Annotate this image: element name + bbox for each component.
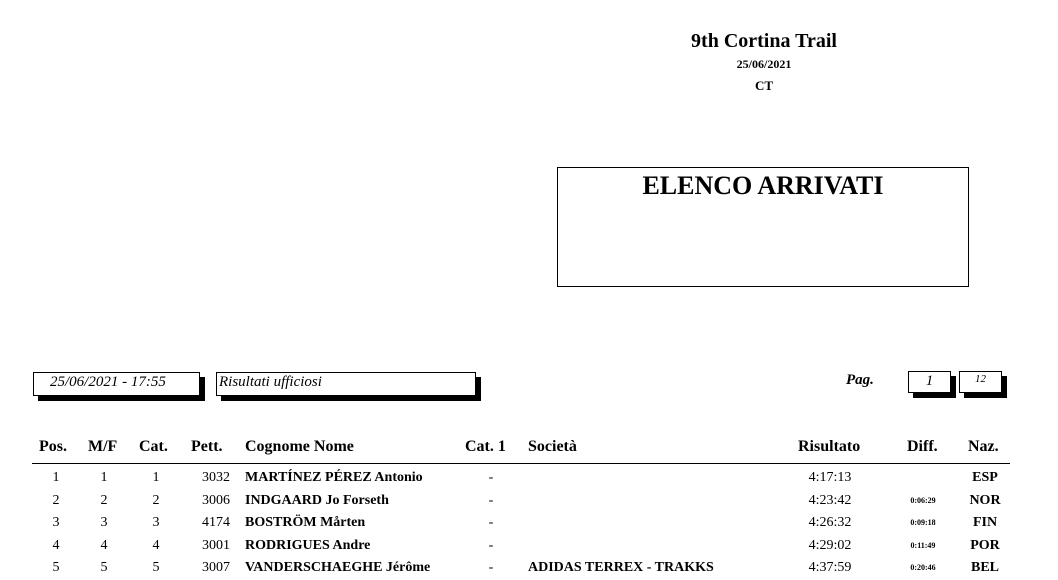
cell-pos: 3 xyxy=(52,515,60,530)
cell-result: 4:26:32 xyxy=(808,515,852,530)
cell-cat: 3 xyxy=(152,515,160,530)
cell-nat: NOR xyxy=(969,492,1001,508)
cell-pos: 1 xyxy=(52,470,60,485)
cell-result: 4:23:42 xyxy=(808,492,852,508)
cell-result: 4:29:02 xyxy=(808,537,852,553)
cell-cat: 1 xyxy=(152,470,160,485)
header-mf: M/F xyxy=(88,438,118,455)
header-name: Cognome Nome xyxy=(245,438,354,455)
header-cat: Cat. xyxy=(139,438,168,455)
cell-pos: 4 xyxy=(52,537,60,553)
cell-bib: 4174 xyxy=(202,515,230,530)
cell-cat: 4 xyxy=(152,537,160,553)
cell-mf: 5 xyxy=(100,560,108,575)
cell-name: BOSTRÖM Mårten xyxy=(245,515,366,530)
cell-nat: FIN xyxy=(972,515,998,530)
header-nat: Naz. xyxy=(968,438,999,455)
cell-diff: 0:09:18 xyxy=(910,518,936,527)
cell-pos: 2 xyxy=(52,492,60,508)
cell-result: 4:37:59 xyxy=(808,560,852,575)
page-label: Pag. xyxy=(846,372,874,388)
cell-cat: 2 xyxy=(152,492,160,508)
cell-mf: 2 xyxy=(100,492,108,508)
cell-cat1: - xyxy=(488,470,494,485)
cell-diff: 0:06:29 xyxy=(910,495,936,505)
cell-cat1: - xyxy=(488,515,494,530)
header-divider xyxy=(32,463,1010,464)
cell-cat1: - xyxy=(488,560,494,575)
event-code: CT xyxy=(754,78,774,93)
cell-nat: ESP xyxy=(972,470,998,485)
cell-club: ADIDAS TERREX - TRAKKS xyxy=(528,560,714,575)
cell-name: VANDERSCHAEGHE Jérôme xyxy=(245,560,431,575)
header-club: Società xyxy=(528,438,577,455)
cell-name: MARTÍNEZ PÉREZ Antonio xyxy=(245,470,423,485)
cell-mf: 4 xyxy=(100,537,108,553)
cell-bib: 3001 xyxy=(202,537,230,553)
cell-nat: POR xyxy=(970,537,1000,553)
cell-diff: 0:11:49 xyxy=(910,540,936,550)
header-bib: Pett. xyxy=(191,438,223,455)
cell-cat: 5 xyxy=(152,560,160,575)
report-title: ELENCO ARRIVATI xyxy=(642,171,884,200)
event-title: 9th Cortina Trail xyxy=(691,30,837,52)
page-total-box: 12 xyxy=(959,371,1002,393)
cell-bib: 3006 xyxy=(202,492,230,508)
header-diff: Diff. xyxy=(907,438,938,455)
cell-cat1: - xyxy=(488,537,494,553)
timestamp-box: 25/06/2021 - 17:55 xyxy=(33,372,200,396)
header-cat1: Cat. 1 xyxy=(465,438,506,455)
page-current-box: 1 xyxy=(908,371,951,393)
cell-cat1: - xyxy=(488,492,494,508)
cell-nat: BEL xyxy=(970,560,999,575)
header-result: Risultato xyxy=(798,438,861,455)
status-box: Risultati ufficiosi xyxy=(216,372,476,396)
event-date: 25/06/2021 xyxy=(736,57,792,71)
cell-mf: 3 xyxy=(100,515,108,530)
cell-diff: 0:20:46 xyxy=(910,563,936,572)
cell-pos: 5 xyxy=(52,560,60,575)
cell-bib: 3007 xyxy=(202,560,230,575)
cell-result: 4:17:13 xyxy=(808,470,852,485)
header-pos: Pos. xyxy=(39,438,67,455)
cell-bib: 3032 xyxy=(202,470,230,485)
cell-name: INDGAARD Jo Forseth xyxy=(245,492,389,508)
cell-mf: 1 xyxy=(100,470,108,485)
cell-name: RODRIGUES Andre xyxy=(245,537,371,553)
